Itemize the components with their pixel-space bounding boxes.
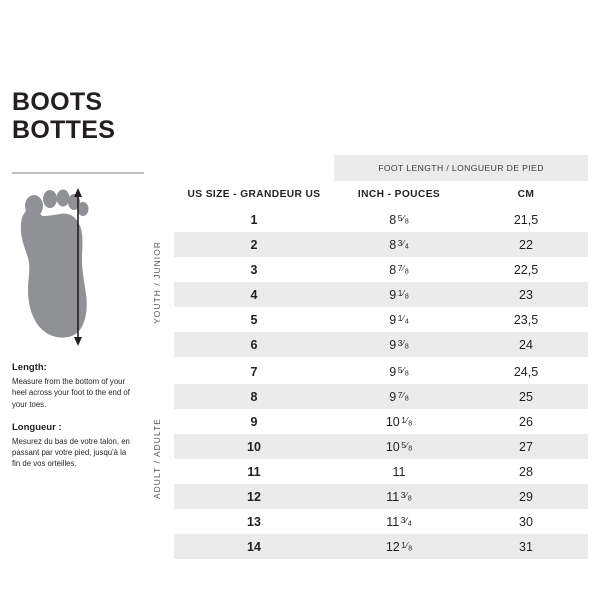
fraction: $7⁄_8$	[397, 262, 409, 276]
group-label-cell	[152, 207, 174, 358]
table-header-row	[152, 181, 588, 207]
fraction: $5⁄_8$	[397, 364, 409, 378]
header-us-size: US SIZE - GRANDEUR US	[174, 181, 334, 207]
page-title	[12, 88, 115, 144]
table-row	[152, 282, 588, 307]
cell-cm: 27	[464, 434, 588, 459]
cell-cm: 26	[464, 409, 588, 434]
note-body: Measure from the bottom of your heel across your foot to the end of your toes.	[12, 377, 130, 409]
table-row	[152, 534, 588, 559]
table-row	[152, 509, 588, 534]
cell-us-size: 4	[174, 282, 334, 307]
fraction: $1⁄_8$	[401, 414, 413, 428]
cell-inch: 8 $5⁄_8$	[334, 207, 464, 232]
spacer-cell	[152, 155, 174, 181]
fraction: $5⁄_8$	[401, 439, 413, 453]
note-heading: Length:	[12, 362, 47, 373]
fraction: $3⁄_8$	[397, 337, 409, 351]
table-row	[152, 434, 588, 459]
cell-cm: 24	[464, 332, 588, 358]
note-length-en	[12, 362, 144, 410]
cell-inch: 10 $1⁄_8$	[334, 409, 464, 434]
fraction: $5⁄_8$	[397, 212, 409, 226]
cell-us-size: 7	[174, 358, 334, 384]
header-cm: CM	[464, 181, 588, 207]
cell-cm: 21,5	[464, 207, 588, 232]
cell-inch: 9 $1⁄_4$	[334, 307, 464, 332]
group-label: YOUTH / JUNIOR	[152, 240, 162, 324]
cell-cm: 31	[464, 534, 588, 559]
cell-us-size: 12	[174, 484, 334, 509]
table-row	[152, 484, 588, 509]
table-span-header-row	[152, 155, 588, 181]
cell-us-size: 5	[174, 307, 334, 332]
foot-length-span-header: FOOT LENGTH / LONGUEUR DE PIED	[334, 155, 588, 181]
note-heading: Longueur :	[12, 421, 62, 433]
spacer-cell	[174, 155, 334, 181]
spacer-cell	[152, 181, 174, 207]
cell-us-size: 6	[174, 332, 334, 358]
divider-rule	[12, 172, 144, 174]
cell-us-size: 13	[174, 509, 334, 534]
note-body: Mesurez du bas de votre talon, en passant par votre pied, jusqu'à la fin de vos orteilles.	[12, 436, 130, 469]
foot-diagram-icon	[12, 182, 144, 362]
table-row	[152, 307, 588, 332]
title-line-fr: BOTTES	[12, 116, 116, 144]
cell-inch: 11 $3⁄_4$	[334, 509, 464, 534]
table-row	[152, 257, 588, 282]
size-table	[152, 155, 588, 559]
cell-cm: 25	[464, 384, 588, 409]
cell-us-size: 3	[174, 257, 334, 282]
table-row	[152, 332, 588, 358]
cell-inch: 8 $7⁄_8$	[334, 257, 464, 282]
table-row	[152, 459, 588, 484]
fraction: $1⁄_8$	[401, 539, 413, 553]
cell-us-size: 8	[174, 384, 334, 409]
cell-cm: 22,5	[464, 257, 588, 282]
cell-us-size: 2	[174, 232, 334, 257]
cell-inch: 12 $1⁄_8$	[334, 534, 464, 559]
cell-inch: 11 $3⁄_8$	[334, 484, 464, 509]
cell-cm: 23,5	[464, 307, 588, 332]
title-line-en: BOOTS	[12, 88, 103, 116]
table-row	[152, 384, 588, 409]
group-label: ADULT / ADULTE	[152, 418, 162, 500]
left-column	[12, 172, 144, 482]
cell-cm: 28	[464, 459, 588, 484]
fraction: $3⁄_4$	[400, 514, 412, 528]
group-label-cell	[152, 358, 174, 559]
foot-illustration	[12, 182, 144, 362]
cell-inch: 9 $3⁄_8$	[334, 332, 464, 358]
cell-us-size: 11	[174, 459, 334, 484]
cell-cm: 23	[464, 282, 588, 307]
table-row	[152, 232, 588, 257]
cell-cm: 24,5	[464, 358, 588, 384]
cell-us-size: 10	[174, 434, 334, 459]
cell-inch: 8 $3⁄_4$	[334, 232, 464, 257]
fraction: $1⁄_4$	[397, 312, 409, 326]
header-inch: INCH - POUCES	[334, 181, 464, 207]
cell-inch: 9 $1⁄_8$	[334, 282, 464, 307]
cell-us-size: 9	[174, 409, 334, 434]
table-row	[152, 207, 588, 232]
fraction: $1⁄_8$	[397, 287, 409, 301]
cell-inch: 9 $7⁄_8$	[334, 384, 464, 409]
cell-inch: 9 $5⁄_8$	[334, 358, 464, 384]
cell-cm: 29	[464, 484, 588, 509]
note-length-fr	[12, 422, 144, 470]
cell-cm: 22	[464, 232, 588, 257]
cell-cm: 30	[464, 509, 588, 534]
fraction: $3⁄_8$	[400, 489, 412, 503]
cell-inch: 10 $5⁄_8$	[334, 434, 464, 459]
fraction: $3⁄_4$	[397, 237, 409, 251]
table-row	[152, 358, 588, 384]
cell-us-size: 1	[174, 207, 334, 232]
cell-inch: 11	[334, 459, 464, 484]
size-table-wrapper	[152, 155, 588, 559]
table-row	[152, 409, 588, 434]
cell-us-size: 14	[174, 534, 334, 559]
fraction: $7⁄_8$	[397, 389, 409, 403]
